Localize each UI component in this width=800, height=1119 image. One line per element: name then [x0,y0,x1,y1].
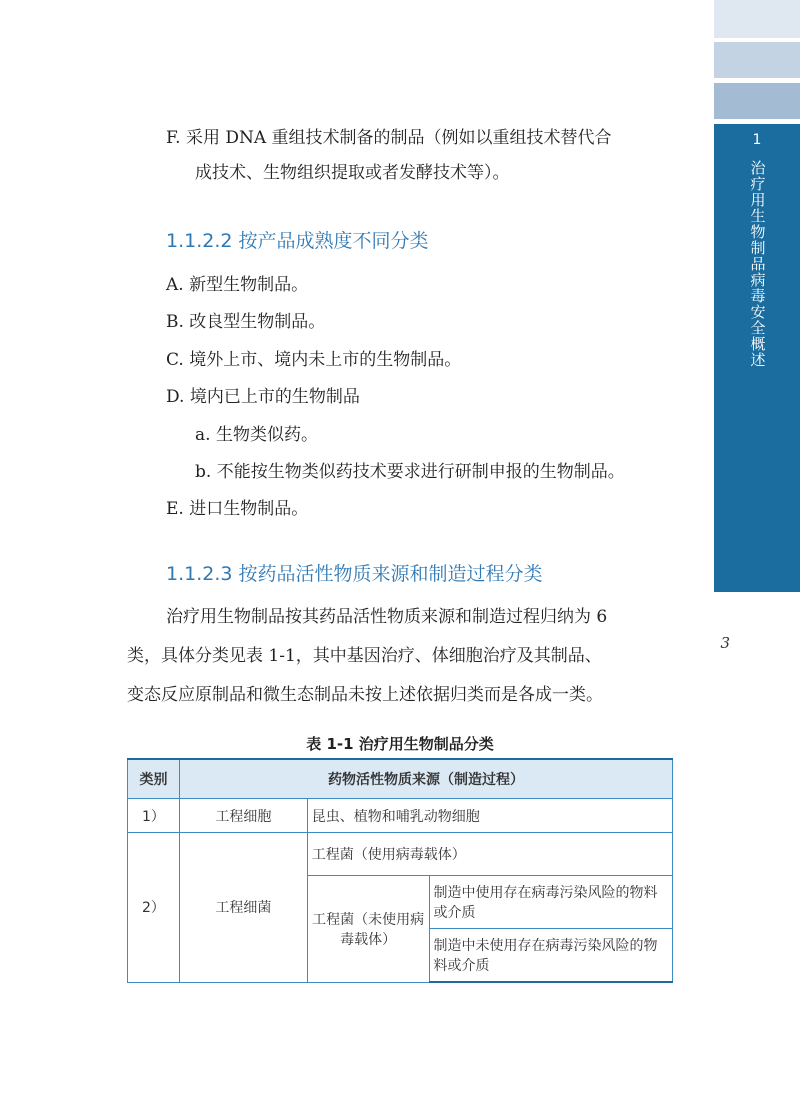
item-d: D. 境内已上市的生物制品 [166,387,360,407]
chapter-sidebar [714,124,800,592]
row1-detail: 昆虫、植物和哺乳动物细胞 [307,799,672,833]
row1-source: 工程细胞 [179,799,307,833]
header-category: 类别 [128,759,180,799]
table-row [128,833,673,876]
sub-item-a: a. 生物类似药。 [195,425,318,445]
item-e: E. 进口生物制品。 [166,499,309,519]
row2-risk-no: 制造中未使用存在病毒污染风险的物料或介质 [429,929,673,983]
chapter-title: 治疗用生物制品病毒安全概述 [748,160,767,368]
side-tab-2 [714,42,800,78]
item-a: A. 新型生物制品。 [166,275,309,295]
side-tab-3 [714,83,800,119]
row2-source: 工程细菌 [179,833,307,983]
classification-table [127,758,673,983]
paragraph-line1: 治疗用生物制品按其药品活性物质来源和制造过程归纳为 6 [166,607,608,627]
item-b: B. 改良型生物制品。 [166,312,326,332]
item-f-line2: 成技术、生物组织提取或者发酵技术等）。 [195,163,510,183]
row2-risk-yes: 制造中使用存在病毒污染风险的物料或介质 [429,876,673,929]
side-tab-1 [714,0,800,38]
item-c: C. 境外上市、境内未上市的生物制品。 [166,350,462,370]
section-heading-1123: 1.1.2.3 按药品活性物质来源和制造过程分类 [166,563,543,585]
paragraph-line3: 变态反应原制品和微生态制品未按上述依据归类而是各成一类。 [127,685,603,705]
table-row [128,799,673,833]
table-header-row [128,759,673,799]
row1-category: 1） [128,799,180,833]
section-heading-1122: 1.1.2.2 按产品成熟度不同分类 [166,230,429,252]
table-caption: 表 1-1 治疗用生物制品分类 [306,735,494,753]
row2-vector: 工程菌（使用病毒载体） [307,833,672,876]
header-source: 药物活性物质来源（制造过程） [179,759,672,799]
sub-item-b: b. 不能按生物类似药技术要求进行研制申报的生物制品。 [195,462,625,482]
chapter-number: 1 [752,132,762,148]
page-number: 3 [720,634,730,652]
paragraph-line2: 类，具体分类见表 1-1，其中基因治疗、体细胞治疗及其制品、 [127,646,602,666]
row2-no-vector: 工程菌（未使用病毒载体） [307,876,429,983]
row2-category: 2） [128,833,180,983]
item-f-line1: F. 采用 DNA 重组技术制备的制品（例如以重组技术替代合 [166,128,612,148]
